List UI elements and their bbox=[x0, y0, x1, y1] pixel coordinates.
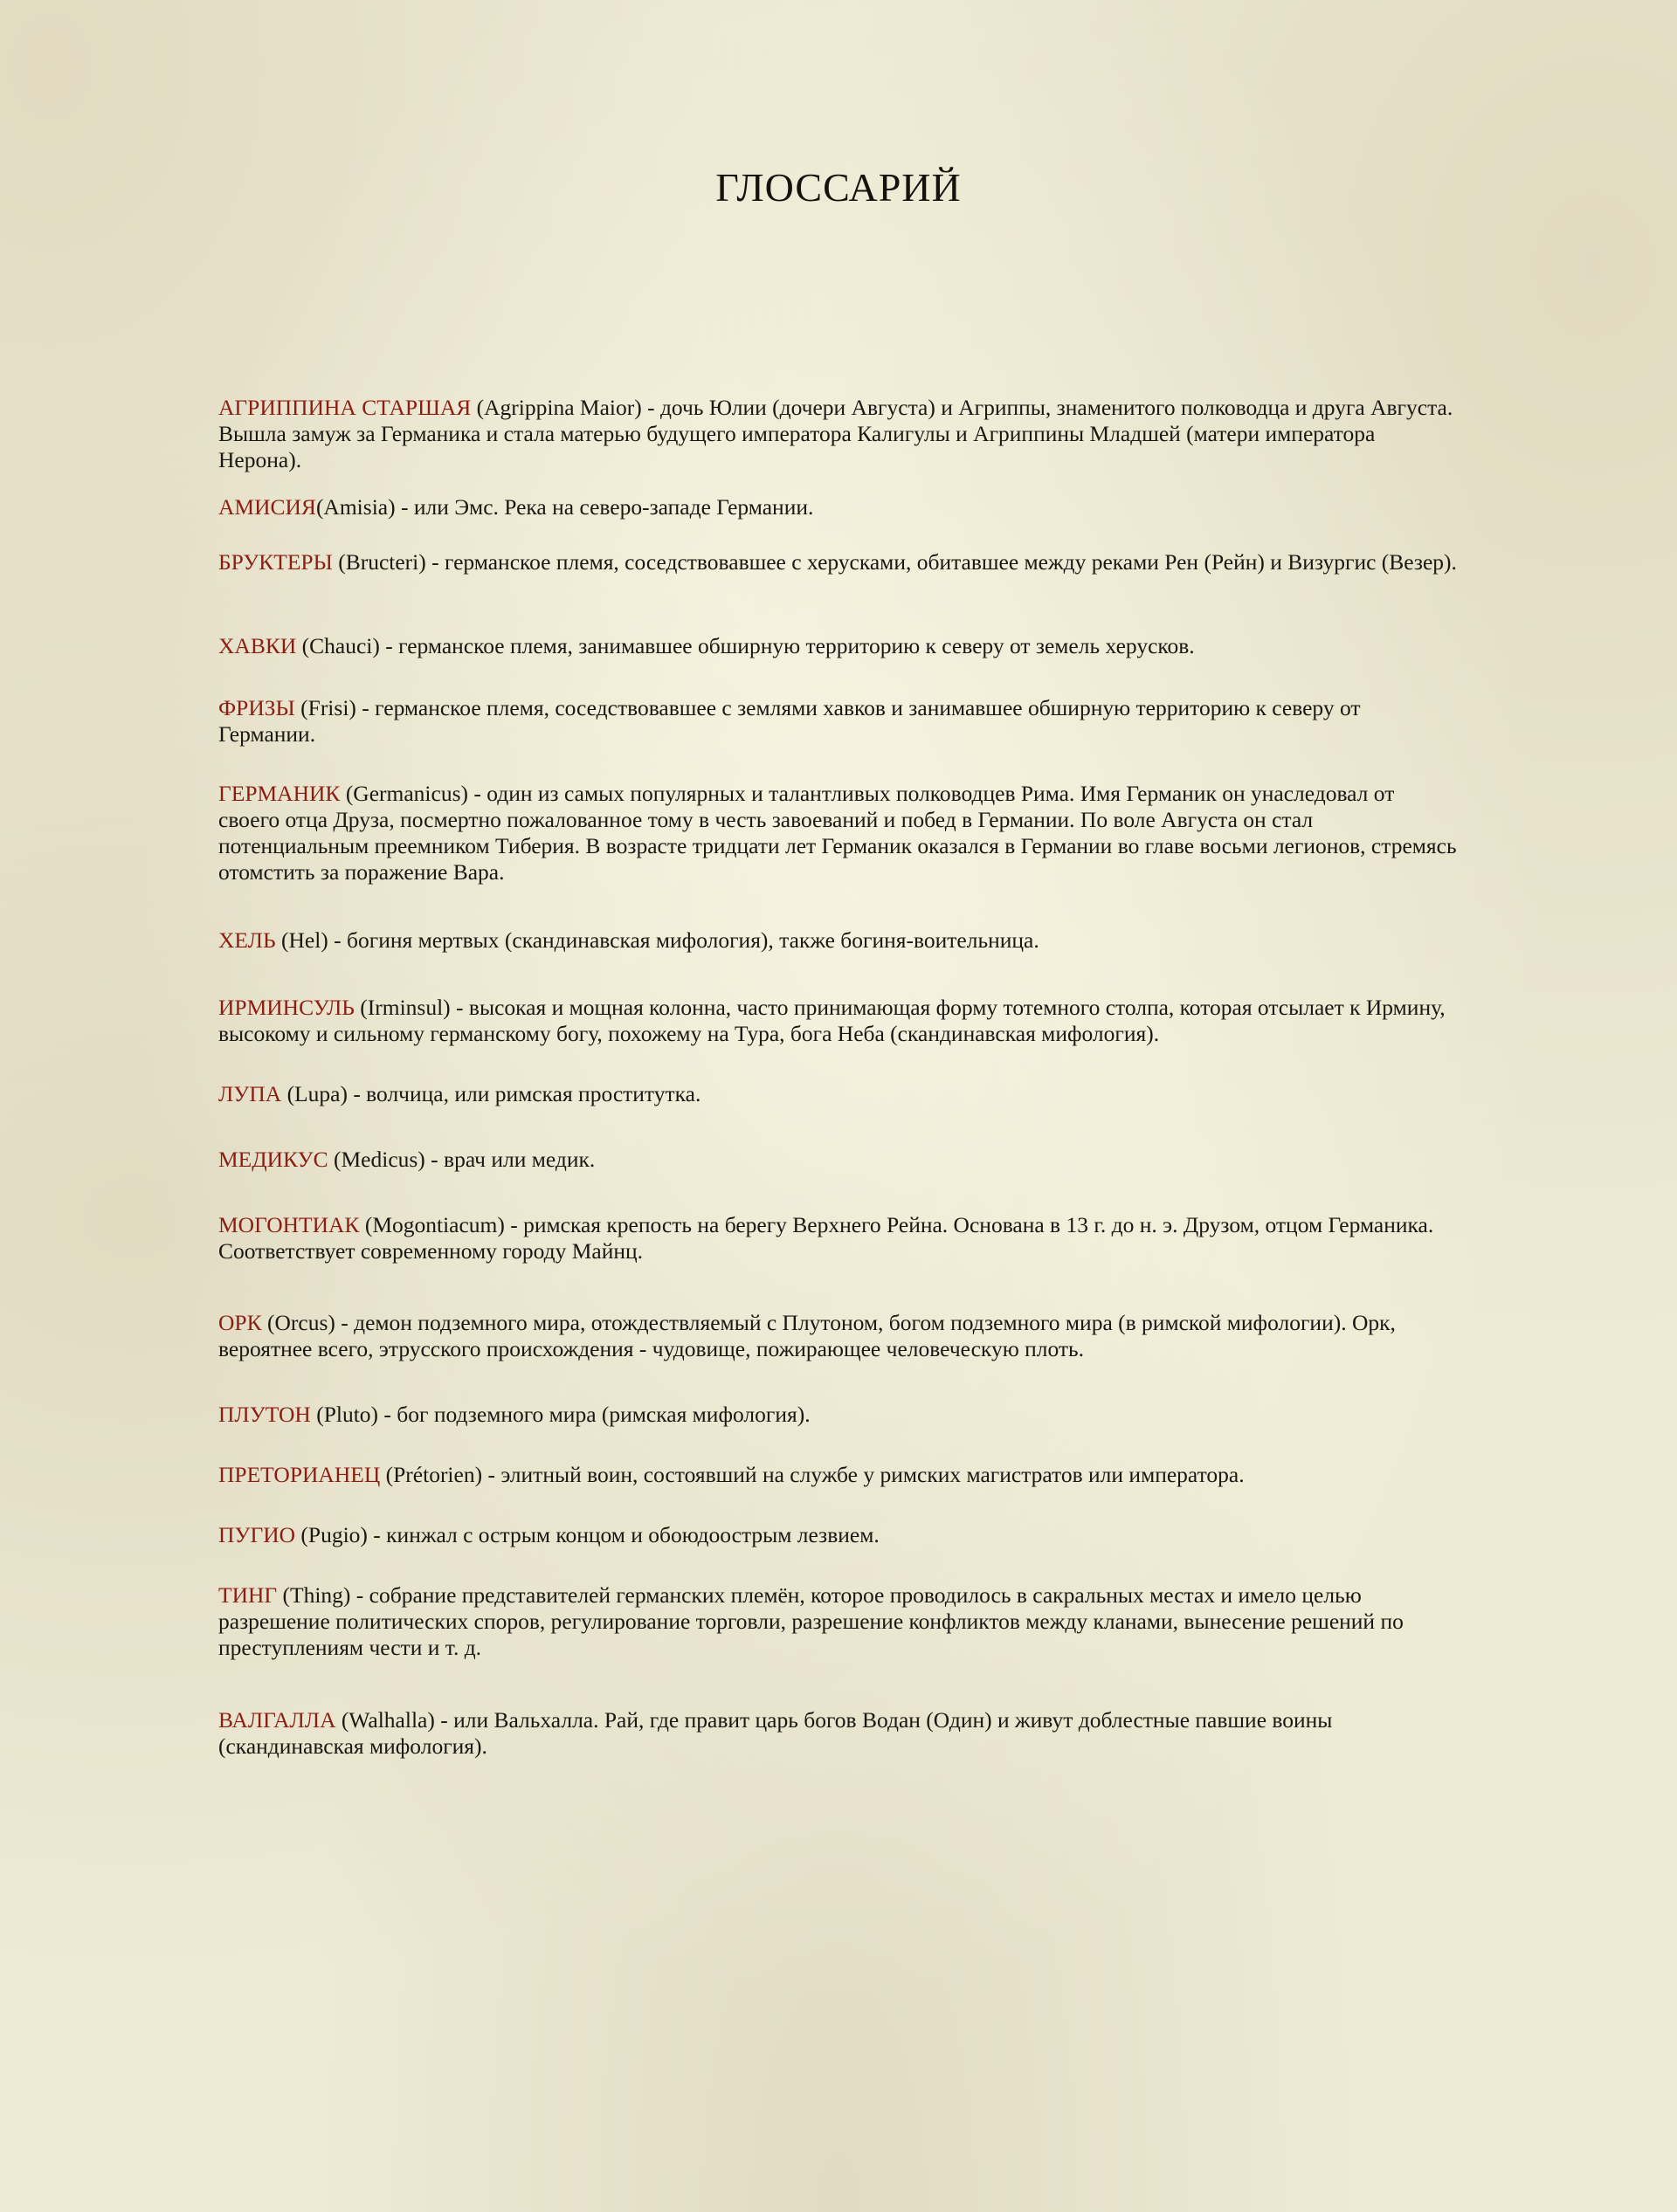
glossary-entry bbox=[218, 1402, 1459, 1428]
glossary-term: ОРК bbox=[218, 1310, 262, 1335]
glossary-entry bbox=[218, 494, 1459, 520]
glossary-term: ПЛУТОН bbox=[218, 1402, 311, 1427]
glossary-definition: (Lupa) - волчица, или римская проститутка. bbox=[281, 1081, 701, 1106]
glossary-definition: (Chauci) - германское племя, занимавшее обширную территорию к северу от земель херусков. bbox=[296, 633, 1195, 658]
glossary-term: ФРИЗЫ bbox=[218, 695, 295, 720]
glossary-definition: (Pugio) - кинжал с острым концом и обоюдоострым лезвием. bbox=[295, 1522, 880, 1547]
glossary-term: АГРИППИНА СТАРШАЯ bbox=[218, 395, 472, 420]
glossary-entry bbox=[218, 995, 1459, 1047]
glossary-term: МОГОНТИАК bbox=[218, 1212, 360, 1237]
glossary-definition: (Mogontiacum) - римская крепость на берегу Верхнего Рейна. Основана в 13 г. до н. э. Друзом, отцом Германика. Соответствует современному городу Майнц. bbox=[218, 1212, 1434, 1264]
glossary-entry bbox=[218, 395, 1459, 473]
page-title: ГЛОССАРИЙ bbox=[715, 165, 962, 210]
glossary-term: ПРЕТОРИАНЕЦ bbox=[218, 1462, 381, 1487]
glossary-entry bbox=[218, 1081, 1459, 1107]
glossary-entry bbox=[218, 1522, 1459, 1548]
glossary-term: ТИНГ bbox=[218, 1582, 278, 1608]
glossary-term: ХАВКИ bbox=[218, 633, 297, 658]
glossary-entry bbox=[218, 1310, 1459, 1362]
glossary-entry bbox=[218, 633, 1459, 659]
glossary-entry bbox=[218, 1212, 1459, 1264]
glossary-definition: (Walhalla) - или Вальхалла. Рай, где правит царь богов Водан (Один) и живут доблестные павшие воины (скандинавская мифология). bbox=[218, 1707, 1333, 1759]
glossary-term: ГЕРМАНИК bbox=[218, 781, 341, 806]
glossary-definition: (Amisia) - или Эмс. Река на северо-западе Германии. bbox=[315, 494, 814, 520]
glossary-definition: (Bructeri) - германское племя, соседствовавшее с херусками, обитавшее между реками Рен (Рейн) и Визургис (Везер). bbox=[332, 549, 1457, 575]
glossary-entry bbox=[218, 695, 1459, 748]
glossary-term: ИРМИНСУЛЬ bbox=[218, 995, 355, 1020]
glossary-definition: (Germanicus) - один из самых популярных и талантливых полководцев Рима. Имя Германик он унаследовал от своего отца Друза, посмертно пожалованное тому в честь завоеваний и побед в Германии. По воле Августа он стал потенциальным преемником Тиберия. В возрасте тридцати лет Германик оказался в Германии во главе восьми легионов, стремясь отомстить за поражение Вара. bbox=[218, 781, 1457, 885]
glossary-entry bbox=[218, 781, 1459, 885]
glossary-definition: (Hel) - богиня мертвых (скандинавская мифология), также богиня-воительница. bbox=[275, 927, 1039, 953]
glossary-entry bbox=[218, 1582, 1459, 1661]
glossary-entry bbox=[218, 927, 1459, 954]
glossary-entry bbox=[218, 1707, 1459, 1760]
glossary-term: ВАЛГАЛЛА bbox=[218, 1707, 336, 1733]
glossary-definition: (Frisi) - германское племя, соседствовавшее с землями хавков и занимавшее обширную территорию к северу от Германии. bbox=[218, 695, 1361, 747]
glossary-entry bbox=[218, 1462, 1459, 1488]
glossary-term: ЛУПА bbox=[218, 1081, 282, 1106]
glossary-term: МЕДИКУС bbox=[218, 1147, 328, 1172]
glossary-term: ПУГИО bbox=[218, 1522, 296, 1547]
glossary-definition: (Pluto) - бог подземного мира (римская мифология). bbox=[310, 1402, 811, 1427]
glossary-term: ХЕЛЬ bbox=[218, 927, 276, 953]
glossary-term: БРУКТЕРЫ bbox=[218, 549, 333, 575]
glossary-entry bbox=[218, 549, 1459, 575]
glossary-definition: (Orcus) - демон подземного мира, отождествляемый с Плутоном, богом подземного мира (в римской мифологии). Орк, вероятнее всего, этрусского происхождения - чудовище, пожирающее человеческую плоть. bbox=[218, 1310, 1396, 1361]
glossary-definition: (Irminsul) - высокая и мощная колонна, часто принимающая форму тотемного столпа, которая отсылает к Ирмину, высокому и сильному германскому богу, похожему на Тура, бога Неба (скандинавская мифология). bbox=[218, 995, 1446, 1046]
glossary-definition: (Agrippina Maior) - дочь Юлии (дочери Августа) и Агриппы, знаменитого полководца и друга Августа. Вышла замуж за Германика и стала матерью будущего императора Калигулы и Агриппины Младшей (матери императора Нерона). bbox=[218, 395, 1453, 472]
glossary-definition: (Thing) - собрание представителей германских племён, которое проводилось в сакральных местах и имело целью разрешение политических споров, регулирование торговли, разрешение конфликтов между кланами, вынесение решений по преступлениям чести и т. д. bbox=[218, 1582, 1404, 1660]
glossary-entry bbox=[218, 1147, 1459, 1173]
glossary-definition: (Medicus) - врач или медик. bbox=[328, 1147, 596, 1172]
glossary-term: АМИСИЯ bbox=[218, 494, 316, 520]
glossary-definition: (Prétorien) - элитный воин, состоявший на службе у римских магистратов или императора. bbox=[380, 1462, 1245, 1487]
